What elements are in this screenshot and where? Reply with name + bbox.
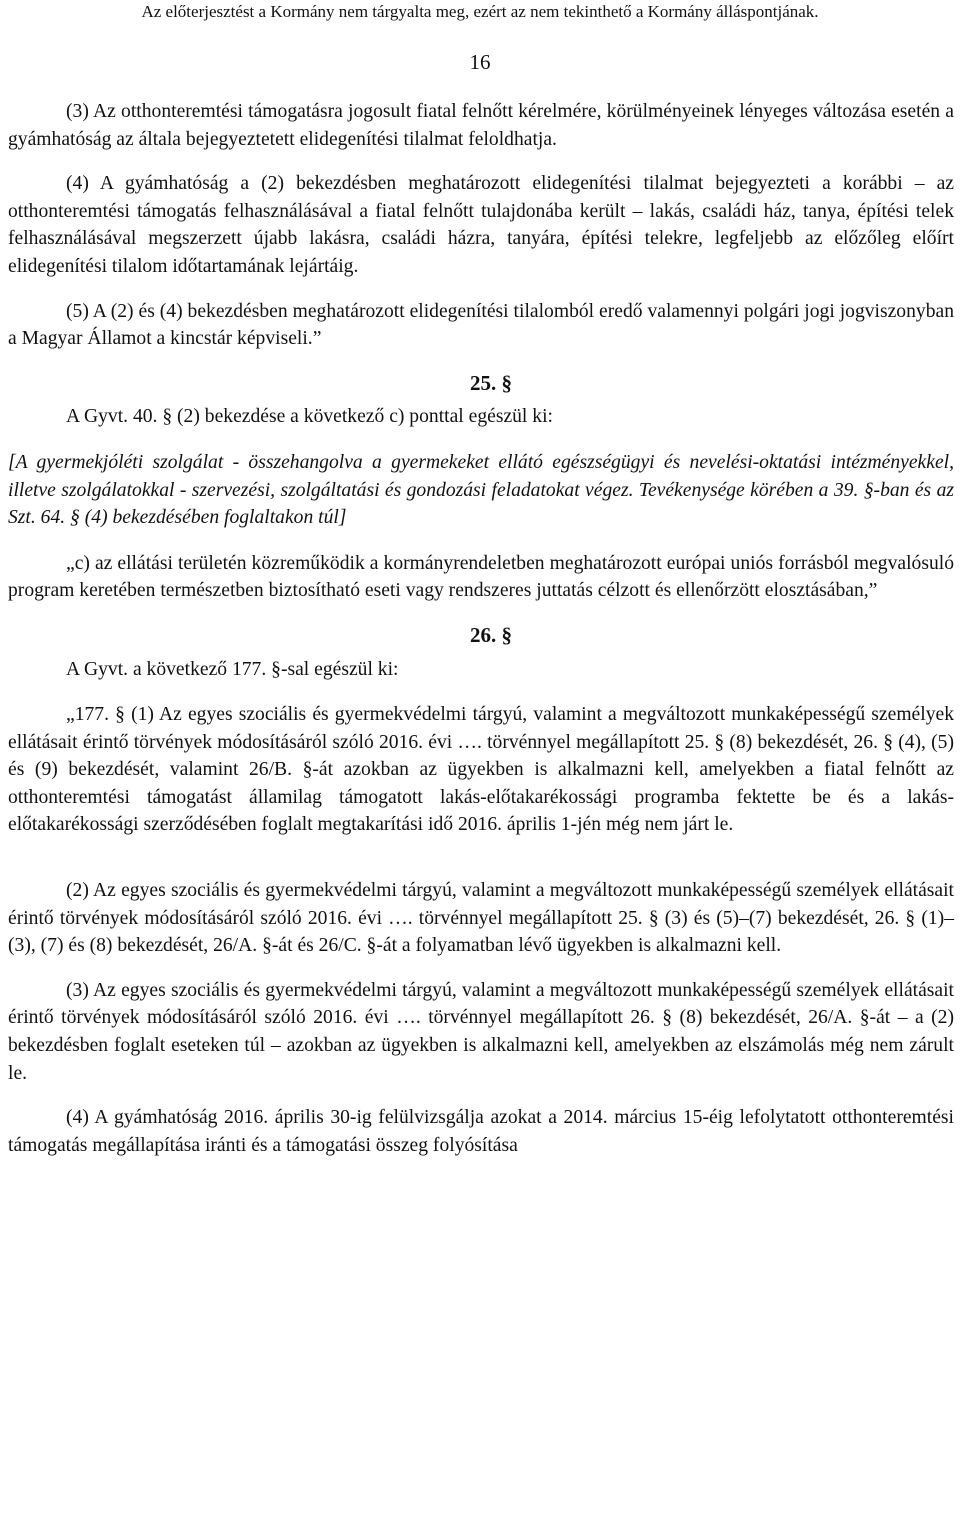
section-26-intro: A Gyvt. a következő 177. §-sal egészül ki: xyxy=(66,658,399,680)
point-c-text: „c) az ellátási területén közreműködik a kormányrendeletben meghatározott európai uniós forrásból megvalósuló program keretében természetben biztosítható eseti vagy rendszeres juttatás célzott és ellenőrzött elosztásában,” xyxy=(8,552,954,602)
page-number: 16 xyxy=(469,50,491,74)
section-177-paragraph-4: (4) A gyámhatóság 2016. április 30-ig felülvizsgálja azokat a 2014. március 15-éig lefolytatott otthonteremtési támogatás megállapítása iránti és a támogatási összeg folyósítása xyxy=(8,1107,954,1156)
section-177-paragraph-3: (3) Az egyes szociális és gyermekvédelmi tárgyú, valamint a megváltozott munkaképességű személyek ellátásait érintő törvények módosításáról szóló 2016. évi …. törvénnyel megállapított 26. § (8) bekezdését, 26/A. §-át – a (2) bekezdésben foglalt eseteken túl – azokban az ügyekben is alkalmazni kell, amelyekben az elszámolás még nem zárult le. xyxy=(8,979,954,1084)
section-25-context: [A gyermekjóléti szolgálat - összehangolva a gyermekeket ellátó egészségügyi és nevelési-oktatási intézményekkel, illetve szolgálatokkal - szervezési, szolgáltatási és gondozási feladatokat végez. Tevékenysége körében a 39. §-ban és az Szt. 64. § (4) bekezdésében foglaltakon túl] xyxy=(8,451,954,529)
section-25-intro: A Gyvt. 40. § (2) bekezdése a következő c) ponttal egészül ki: xyxy=(66,406,553,428)
header-note: Az előterjesztést a Kormány nem tárgyalta meg, ezért az nem tekinthető a Kormány álláspontjának. xyxy=(141,2,819,21)
document-body xyxy=(8,98,954,1159)
section-177-paragraph-1: „177. § (1) Az egyes szociális és gyermekvédelmi tárgyú, valamint a megváltozott munkaképességű személyek ellátásait érintő törvények módosításáról szóló 2016. évi …. törvénnyel megállapított 25. § (8) bekezdését, 26. § (4), (5) és (9) bekezdését, valamint 26/B. §-át azokban az ügyekben is alkalmazni kell, amelyekben a fiatal felnőtt az otthonteremtési támogatást államilag támogatott lakás-előtakarékossági programba fektette be és a lakás-előtakarékossági szerződésében foglalt megtakarítási idő 2016. április 1-jén még nem járt le. xyxy=(8,704,954,836)
paragraph-5: (5) A (2) és (4) bekezdésben meghatározott elidegenítési tilalomból eredő valamennyi polgári jogi jogviszonyban a Magyar Államot a kincstár képviseli.” xyxy=(8,300,954,350)
paragraph-3: (3) Az otthonteremtési támogatásra jogosult fiatal felnőtt kérelmére, körülményeinek lényeges változása esetén a gyámhatóság az általa bejegyeztetett elidegenítési tilalmat feloldhatja. xyxy=(8,101,954,150)
section-heading-26: 26. § xyxy=(470,622,512,647)
section-177-paragraph-2: (2) Az egyes szociális és gyermekvédelmi tárgyú, valamint a megváltozott munkaképességű személyek ellátásait érintő törvények módosításáról szóló 2016. évi …. törvénnyel megállapított 25. § (3) és (5)–(7) bekezdését, 26. § (1)–(3), (7) és (8) bekezdését, 26/A. §-át és 26/C. §-át a folyamatban lévő ügyekben is alkalmazni kell. xyxy=(8,880,954,957)
paragraph-4: (4) A gyámhatóság a (2) bekezdésben meghatározott elidegenítési tilalmat bejegyezteti a korábbi – az otthonteremtési támogatás felhasználásával a fiatal felnőtt tulajdonába került – lakás, családi ház, tanya, építési telek felhasználásával megszerzett újabb lakásra, családi házra, tanyára, építési telekre, legfeljebb az előzőleg előírt elidegenítési tilalom időtartamának lejártáig. xyxy=(8,173,954,277)
section-heading-25: 25. § xyxy=(470,370,512,395)
